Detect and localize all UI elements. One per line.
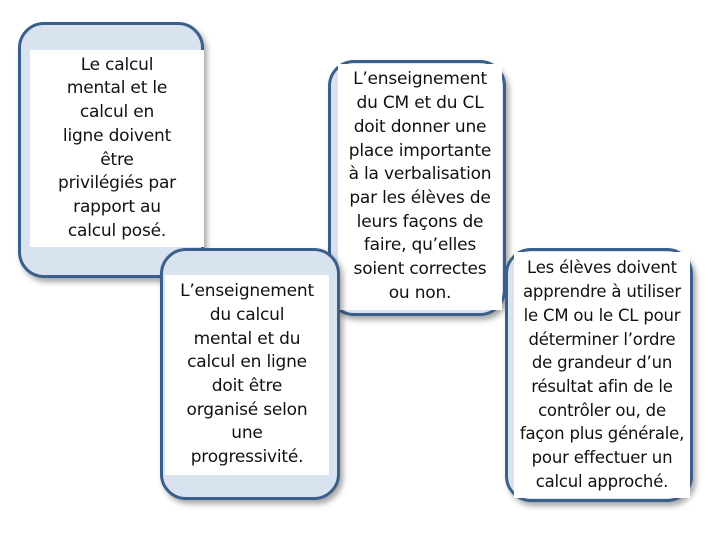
statement-text-3: L’enseignement du CM et du CL doit donner une place importante à la verbalisation par les élèves de leurs façons de faire, qu’elles soient correctes ou non. [338, 64, 502, 310]
statement-text-2: L’enseignement du calcul mental et du calcul en ligne doit être organisé selon une progressivité. [165, 275, 329, 475]
statement-text-1: Le calcul mental et le calcul en ligne doivent être privilégiés par rapport au calcul posé. [30, 50, 204, 247]
statement-text-4: Les élèves doivent apprendre à utiliser le CM ou le CL pour déterminer l’ordre de grandeur d’un résultat afin de le contrôler ou, de façon plus générale, pour effectuer un calcul approché. [514, 252, 690, 498]
